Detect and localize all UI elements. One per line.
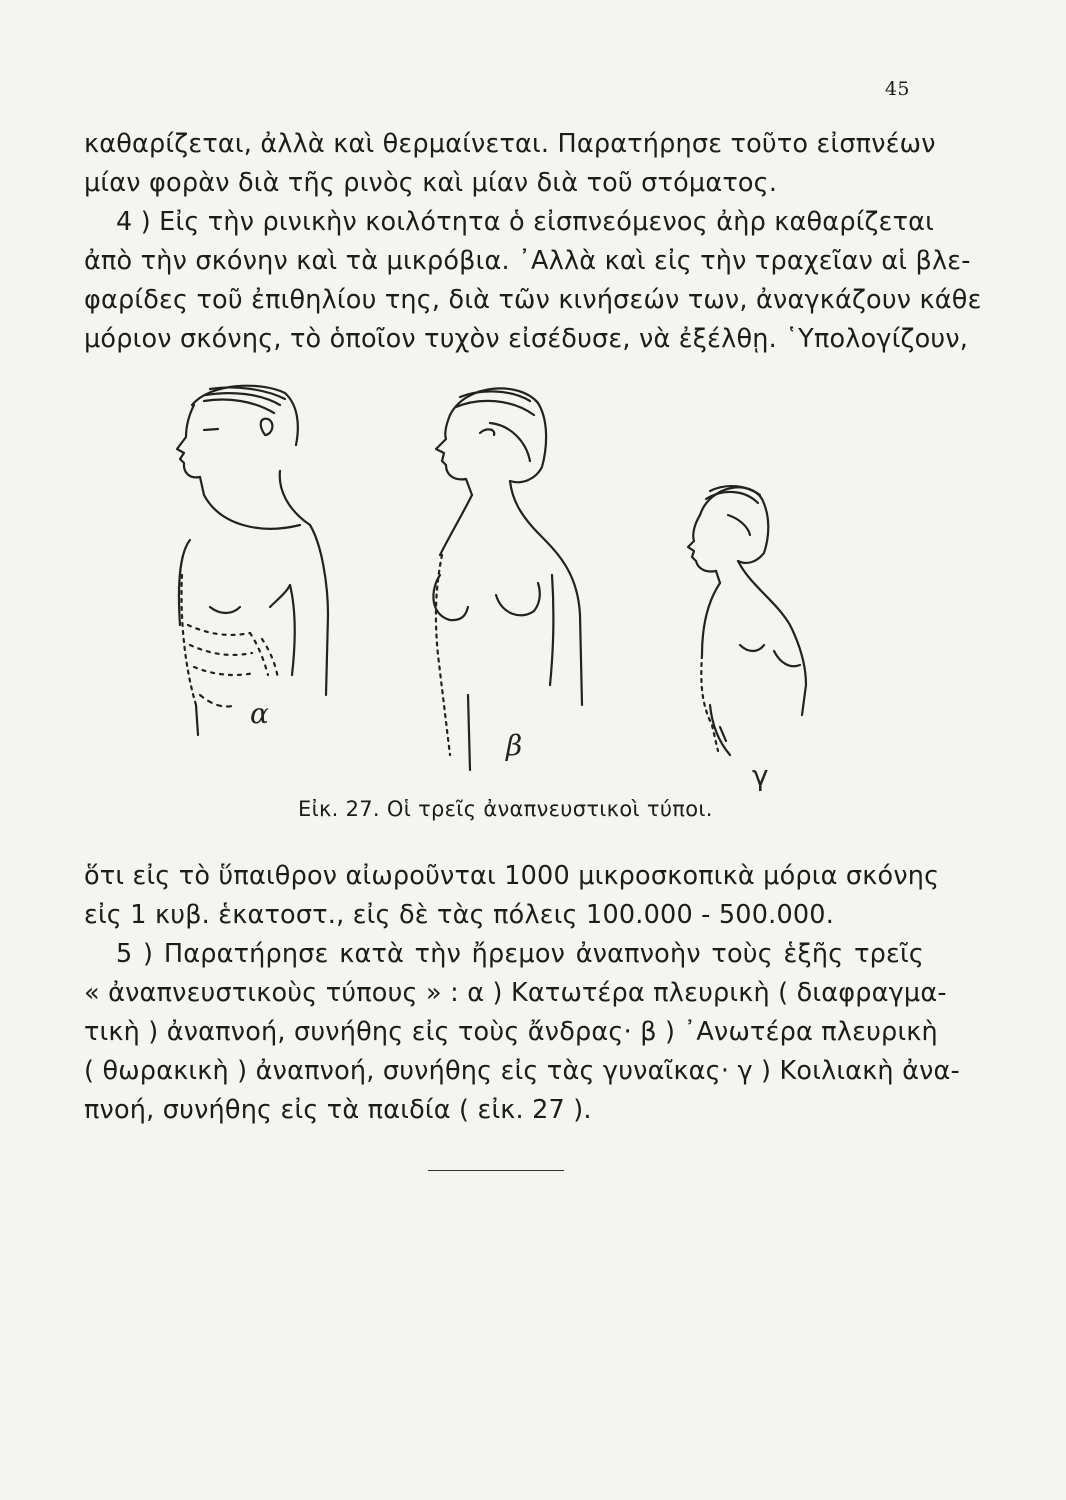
figure-label-b: β	[506, 729, 523, 762]
text-line: καθαρίζεται, ἀλλὰ καὶ θερμαίνεται. Παρατήρησε τοῦτο εἰσπνέων	[84, 129, 936, 159]
breathing-types-figure	[150, 375, 910, 795]
text-line: εἰς 1 κυβ. ἑκατοστ., εἰς δὲ τὰς πόλεις 100.000 - 500.000.	[84, 900, 835, 930]
text-line: ὅτι εἰς τὸ ὕπαιθρον αἰωροῦνται 1000 μικροσκοπικὰ μόρια σκόνης	[84, 861, 940, 891]
man-figure	[177, 386, 328, 735]
figure-label-c: γ	[752, 759, 769, 792]
text-block-top	[84, 125, 982, 359]
text-line: πνοή, συνήθης εἰς τὰ παιδία ( εἰκ. 27 ).	[84, 1095, 592, 1125]
figure-label-a: α	[250, 697, 269, 730]
page-number: 45	[884, 78, 910, 100]
figure-caption: Εἰκ. 27. Οἱ τρεῖς ἀναπνευστικοὶ τύποι.	[298, 797, 713, 821]
text-line: 5 ) Παρατήρησε κατὰ τὴν ἤρεμον ἀναπνοὴν τοὺς ἑξῆς τρεῖς	[116, 939, 924, 969]
breathing-illustration	[150, 375, 910, 795]
text-line: « ἀναπνευστικοὺς τύπους » : α ) Κατωτέρα πλευρικὴ ( διαφραγμα-	[84, 978, 947, 1008]
text-line: τικὴ ) ἀναπνοή, συνήθης εἰς τοὺς ἄνδρας· β ) ᾿Ανωτέρα πλευρικὴ	[84, 1017, 938, 1047]
woman-figure	[433, 388, 582, 770]
child-figure	[688, 486, 806, 755]
text-line: μίαν φορὰν διὰ τῆς ρινὸς καὶ μίαν διὰ τοῦ στόματος.	[84, 168, 778, 198]
text-line: 4 ) Εἰς τὴν ρινικὴν κοιλότητα ὁ εἰσπνεόμενος ἀὴρ καθαρίζεται	[116, 207, 934, 237]
text-line: μόριον σκόνης, τὸ ὁποῖον τυχὸν εἰσέδυσε, νὰ ἐξέλθῃ. ῾Υπολογίζουν,	[84, 324, 969, 354]
end-rule	[428, 1170, 564, 1171]
text-block-bottom	[84, 857, 960, 1130]
text-line: φαρίδες τοῦ ἐπιθηλίου της, διὰ τῶν κινήσεών των, ἀναγκάζουν κάθε	[84, 285, 982, 315]
text-line: ( θωρακικὴ ) ἀναπνοή, συνήθης εἰς τὰς γυναῖκας· γ ) Κοιλιακὴ ἀνα-	[84, 1056, 960, 1086]
text-line: ἀπὸ τὴν σκόνην καὶ τὰ μικρόβια. ᾿Αλλὰ καὶ εἰς τὴν τραχεῖαν αἱ βλε-	[84, 246, 971, 276]
